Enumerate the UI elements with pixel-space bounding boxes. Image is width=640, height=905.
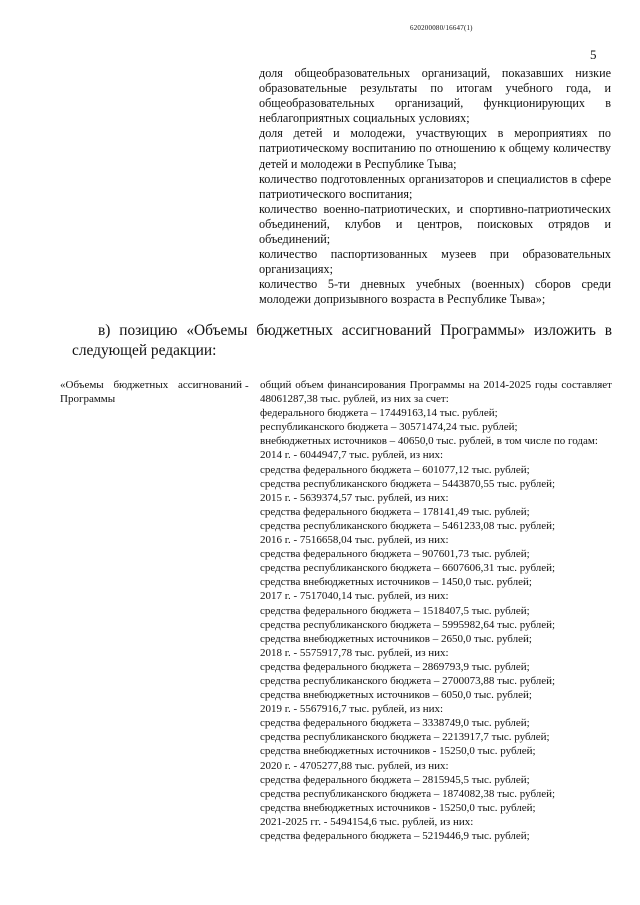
indicator-item: количество военно-патриотических, и спортивно-патриотических объединений, клубов и центров, поисковых отрядов и объединений;	[259, 201, 611, 247]
budget-line: средства внебюджетных источников - 15250,0 тыс. рублей;	[260, 801, 536, 814]
budget-line: средства внебюджетных источников – 6050,0 тыс. рублей;	[260, 689, 532, 702]
budget-line: средства федерального бюджета – 3338749,0 тыс. рублей;	[260, 717, 530, 730]
budget-line: 2016 г. - 7516658,04 тыс. рублей, из них:	[260, 534, 449, 547]
budget-line: средства федерального бюджета – 601077,12 тыс. рублей;	[260, 463, 530, 476]
indicator-list	[259, 66, 611, 308]
indicator-item: доля общеобразовательных организаций, показавших низкие образовательные результаты по итогам учебного года, и общеобразовательных организаций, функционирующих в неблагоприятных социальных условиях;	[259, 66, 611, 126]
budget-line: 2020 г. - 4705277,88 тыс. рублей, из них:	[260, 759, 449, 772]
budget-position-label: «Объемы бюджетных ассигнований Программы	[60, 379, 242, 405]
indicator-item: доля детей и молодежи, участвующих в мероприятиях по патриотическому воспитанию по отношению к общему количеству детей и молодежи в Республике Тыва;	[259, 126, 611, 171]
budget-line: средства федерального бюджета – 2815945,5 тыс. рублей;	[260, 773, 530, 786]
budget-line: средства республиканского бюджета – 5995982,64 тыс. рублей;	[260, 618, 556, 631]
budget-line: федерального бюджета – 17449163,14 тыс. рублей;	[260, 407, 498, 420]
budget-line: средства республиканского бюджета – 5461233,08 тыс. рублей;	[260, 519, 556, 532]
budget-line: внебюджетных источников – 40650,0 тыс. рублей, в том числе по годам:	[260, 435, 598, 448]
budget-line: средства республиканского бюджета – 5443870,55 тыс. рублей;	[260, 477, 556, 490]
budget-line: средства республиканского бюджета – 2700073,88 тыс. рублей;	[260, 674, 556, 687]
budget-line: республиканского бюджета – 30571474,24 тыс. рублей;	[260, 421, 518, 434]
budget-line: средства федерального бюджета – 907601,73 тыс. рублей;	[260, 548, 530, 561]
budget-line: средства внебюджетных источников – 2650,0 тыс. рублей;	[260, 632, 532, 645]
budget-line: 2015 г. - 5639374,57 тыс. рублей, из них:	[260, 491, 449, 504]
budget-line: 2014 г. - 6044947,7 тыс. рублей, из них:	[260, 449, 444, 462]
indicator-item: количество паспортизованных музеев при образовательных организациях;	[259, 247, 611, 277]
document-id: 620200080/16647(1)	[410, 24, 473, 32]
budget-line: общий объем финансирования Программы на 2014-2025 годы составляет 48061287,38 тыс. рублей, из них за счет:	[260, 379, 612, 406]
indicator-item: количество подготовленных организаторов и специалистов в сфере патриотического воспитания;	[259, 171, 611, 201]
budget-line: средства республиканского бюджета – 6607606,31 тыс. рублей;	[260, 562, 556, 575]
budget-line: 2019 г. - 5567916,7 тыс. рублей, из них:	[260, 703, 444, 716]
budget-line: средства федерального бюджета – 178141,49 тыс. рублей;	[260, 505, 530, 518]
budget-line: 2021-2025 гг. - 5494154,6 тыс. рублей, из них:	[260, 815, 474, 828]
budget-line: 2018 г. - 5575917,78 тыс. рублей, из них:	[260, 646, 449, 659]
budget-line: 2017 г. - 7517040,14 тыс. рублей, из них:	[260, 590, 449, 603]
budget-line: средства внебюджетных источников – 1450,0 тыс. рублей;	[260, 576, 532, 589]
page-number: 5	[590, 47, 597, 62]
budget-line: средства республиканского бюджета – 2213917,7 тыс. рублей;	[260, 731, 550, 744]
budget-line: средства федерального бюджета – 2869793,9 тыс. рублей;	[260, 660, 530, 673]
budget-line: средства федерального бюджета – 5219446,9 тыс. рублей;	[260, 830, 530, 842]
budget-line: средства внебюджетных источников - 15250,0 тыс. рублей;	[260, 745, 536, 758]
indicator-item: количество 5-ти дневных учебных (военных) сборов среди молодежи допризывного возраста в Республике Тыва»;	[259, 277, 611, 307]
budget-line: средства республиканского бюджета – 1874082,38 тыс. рублей;	[260, 787, 556, 800]
budget-line: средства федерального бюджета – 1518407,5 тыс. рублей;	[260, 604, 530, 617]
budget-allocation-text	[260, 378, 612, 843]
amendment-heading: в) позицию «Объемы бюджетных ассигнований Программы» изложить в следующей редакции:	[72, 322, 612, 359]
label-dash: -	[245, 380, 249, 392]
